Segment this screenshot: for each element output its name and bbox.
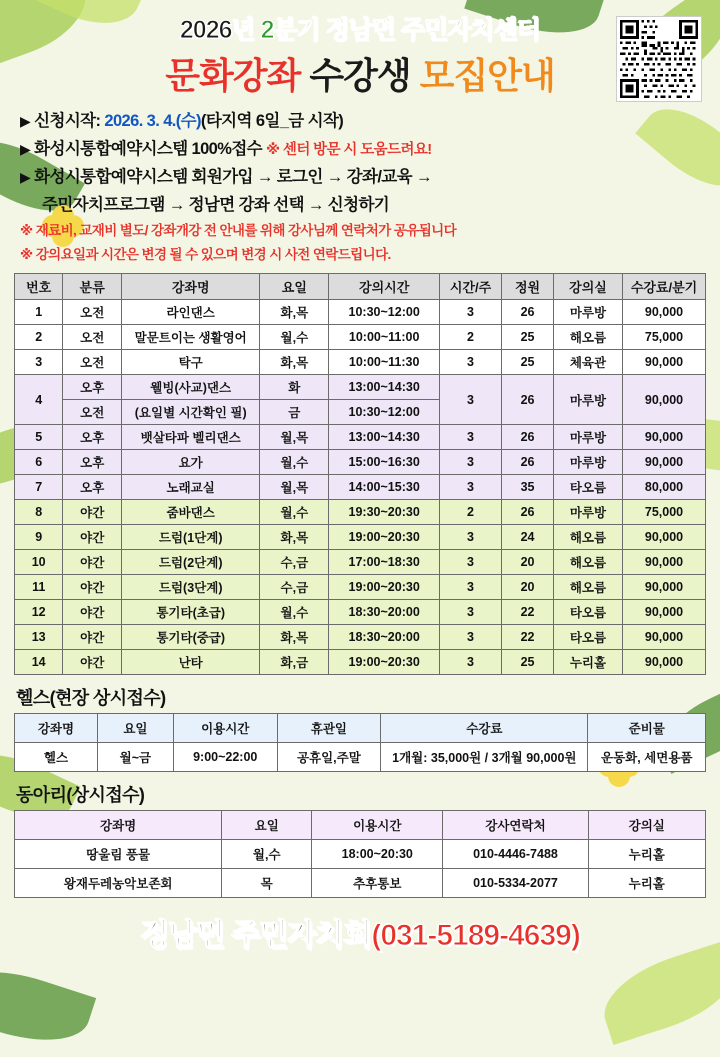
cell-capacity: 25 [502, 350, 554, 375]
cell-type: 야간 [63, 625, 122, 650]
cell-room: 타오름 [553, 600, 622, 625]
table-row [15, 450, 706, 475]
poster-header [14, 10, 706, 99]
cell-hours: 3 [439, 525, 501, 550]
notice-steps-1 [20, 163, 706, 187]
health-cell-name: 헬스 [15, 743, 98, 772]
club-cell-room: 누리홀 [588, 869, 705, 898]
table-row [15, 650, 706, 675]
cell-day: 월,수 [260, 450, 329, 475]
cell-room: 해오름 [553, 525, 622, 550]
health-col-fee: 수강료 [381, 714, 588, 743]
bullet-triangle-icon: ▶ [20, 141, 31, 157]
cell-day: 화 [260, 375, 329, 400]
cell-time: 13:00~14:30 [329, 375, 440, 400]
cell-time: 18:30~20:00 [329, 625, 440, 650]
cell-room: 타오름 [553, 625, 622, 650]
col-room: 강의실 [553, 274, 622, 300]
cell-type: 오후 [63, 475, 122, 500]
cell-hours: 3 [439, 600, 501, 625]
club-col-name: 강좌명 [15, 811, 222, 840]
notice-steps-text-2: 주민자치프로그램 → 정남면 강좌 선택 → 신청하기 [42, 196, 390, 214]
cell-no: 9 [15, 525, 63, 550]
health-col-closed: 휴관일 [277, 714, 381, 743]
cell-capacity: 24 [502, 525, 554, 550]
col-hours: 시간/주 [439, 274, 501, 300]
club-table [14, 810, 706, 898]
table-row [15, 325, 706, 350]
cell-day: 수,금 [260, 550, 329, 575]
footer-contact [14, 910, 706, 954]
club-cell-contact: 010-4446-7488 [443, 840, 588, 869]
cell-day: 화,금 [260, 650, 329, 675]
cell-time: 19:30~20:30 [329, 500, 440, 525]
cell-type: 오후 [63, 450, 122, 475]
notice-apply-start [20, 107, 706, 131]
cell-hours: 3 [439, 550, 501, 575]
club-section-title: 동아리(상시접수) [16, 785, 145, 805]
cell-time-2: 10:30~12:00 [329, 400, 440, 425]
club-cell-room: 누리홀 [588, 840, 705, 869]
cell-no: 5 [15, 425, 63, 450]
cell-hours: 3 [439, 625, 501, 650]
table-row [15, 575, 706, 600]
notice-apply-date: 2026. 3. 4.(수) [104, 112, 201, 130]
cell-day: 화,목 [260, 525, 329, 550]
cell-time: 14:00~15:30 [329, 475, 440, 500]
cell-capacity: 26 [502, 450, 554, 475]
bullet-triangle-icon: ▶ [20, 113, 31, 129]
cell-fee: 90,000 [623, 600, 706, 625]
health-col-items: 준비물 [588, 714, 706, 743]
cell-day: 월,수 [260, 500, 329, 525]
col-time: 강의시간 [329, 274, 440, 300]
col-name: 강좌명 [122, 274, 260, 300]
cell-no: 4 [15, 375, 63, 425]
cell-hours: 3 [439, 450, 501, 475]
cell-day: 월,목 [260, 475, 329, 500]
cell-hours: 3 [439, 475, 501, 500]
health-col-name: 강좌명 [15, 714, 98, 743]
cell-name: 통기타(초급) [122, 600, 260, 625]
qr-code-icon [616, 16, 702, 102]
cell-type: 야간 [63, 550, 122, 575]
cell-capacity: 20 [502, 575, 554, 600]
cell-no: 3 [15, 350, 63, 375]
cell-day-2: 금 [260, 400, 329, 425]
cell-room: 해오름 [553, 550, 622, 575]
cell-fee: 90,000 [623, 650, 706, 675]
table-row [15, 425, 706, 450]
cell-no: 10 [15, 550, 63, 575]
health-cell-hours: 9:00~22:00 [173, 743, 277, 772]
table-row [15, 375, 706, 400]
cell-type: 야간 [63, 525, 122, 550]
cell-type: 야간 [63, 575, 122, 600]
cell-day: 화,목 [260, 625, 329, 650]
cell-time: 10:00~11:30 [329, 350, 440, 375]
cell-type: 오전 [63, 300, 122, 325]
cell-name: 웰빙(사교)댄스 [122, 375, 260, 400]
table-row [15, 475, 706, 500]
cell-no: 14 [15, 650, 63, 675]
cell-capacity: 22 [502, 600, 554, 625]
club-header-row [15, 811, 706, 840]
club-cell-day: 월,수 [222, 840, 312, 869]
cell-time: 19:00~20:30 [329, 525, 440, 550]
cell-type: 오후 [63, 425, 122, 450]
health-cell-closed: 공휴일,주말 [277, 743, 381, 772]
cell-time: 10:00~11:00 [329, 325, 440, 350]
asterisk-icon: ※ [20, 247, 33, 262]
health-cell-day: 월~금 [97, 743, 173, 772]
notice-reservation-system [20, 135, 706, 159]
health-section-title: 헬스(현장 상시접수) [16, 688, 166, 708]
health-col-day: 요일 [97, 714, 173, 743]
cell-hours: 2 [439, 500, 501, 525]
cell-capacity: 20 [502, 550, 554, 575]
cell-capacity: 26 [502, 425, 554, 450]
notice-material-fee [20, 219, 706, 239]
cell-type: 야간 [63, 500, 122, 525]
health-cell-fee: 1개월: 35,000원 / 3개월 90,000원 [381, 743, 588, 772]
cell-capacity: 35 [502, 475, 554, 500]
col-capacity: 정원 [502, 274, 554, 300]
cell-fee: 90,000 [623, 300, 706, 325]
table-row [15, 550, 706, 575]
cell-room: 마루방 [553, 425, 622, 450]
cell-no: 7 [15, 475, 63, 500]
club-col-contact: 강사연락처 [443, 811, 588, 840]
club-cell-name: 땅울림 풍물 [15, 840, 222, 869]
header-line-1 [14, 10, 706, 46]
col-fee: 수강료/분기 [623, 274, 706, 300]
table-row [15, 840, 706, 869]
health-header-row [15, 714, 706, 743]
table-row [15, 869, 706, 898]
cell-capacity: 25 [502, 650, 554, 675]
cell-type-2: 오전 [63, 400, 122, 425]
cell-room: 체육관 [553, 350, 622, 375]
cell-room: 마루방 [553, 300, 622, 325]
cell-hours: 3 [439, 650, 501, 675]
cell-time: 19:00~20:30 [329, 650, 440, 675]
cell-hours: 3 [439, 375, 501, 425]
cell-no: 12 [15, 600, 63, 625]
table-row [15, 350, 706, 375]
cell-no: 6 [15, 450, 63, 475]
notice-system-text: 화성시통합예약시스템 100%접수 [34, 140, 263, 158]
cell-room: 해오름 [553, 575, 622, 600]
cell-room: 마루방 [553, 450, 622, 475]
header-title-recruit: 모집안내 [410, 55, 555, 96]
header-quarter: 2분기 [260, 16, 320, 44]
notice-visit-help: ※ 센터 방문 시 도움드려요! [266, 142, 432, 158]
col-no: 번호 [15, 274, 63, 300]
table-row [15, 500, 706, 525]
notice-block [14, 107, 706, 263]
course-table [14, 273, 706, 675]
cell-day: 월,목 [260, 425, 329, 450]
notice-schedule-text: 강의요일과 시간은 변경 될 수 있으며 변경 시 사전 연락드립니다. [35, 247, 391, 262]
cell-type: 오전 [63, 350, 122, 375]
cell-hours: 3 [439, 575, 501, 600]
health-cell-items: 운동화, 세면용품 [588, 743, 706, 772]
club-col-room: 강의실 [588, 811, 705, 840]
cell-hours: 2 [439, 325, 501, 350]
table-row [15, 743, 706, 772]
cell-no: 8 [15, 500, 63, 525]
cell-hours: 3 [439, 300, 501, 325]
cell-hours: 3 [439, 425, 501, 450]
cell-capacity: 26 [502, 300, 554, 325]
cell-time: 10:30~12:00 [329, 300, 440, 325]
cell-name: 드럼(3단계) [122, 575, 260, 600]
cell-day: 월,수 [260, 600, 329, 625]
cell-day: 수,금 [260, 575, 329, 600]
cell-capacity: 22 [502, 625, 554, 650]
header-center: 정남면 주민자치센터 [319, 16, 541, 44]
cell-name: 말문트이는 생활영어 [122, 325, 260, 350]
cell-time: 19:00~20:30 [329, 575, 440, 600]
cell-room: 타오름 [553, 475, 622, 500]
cell-name: 노래교실 [122, 475, 260, 500]
table-row [15, 625, 706, 650]
course-table-header-row [15, 274, 706, 300]
cell-time: 17:00~18:30 [329, 550, 440, 575]
notice-steps-2 [20, 191, 706, 215]
cell-capacity: 26 [502, 500, 554, 525]
footer-phone: (031-5189-4639) [371, 919, 580, 952]
health-table [14, 713, 706, 772]
club-cell-day: 목 [222, 869, 312, 898]
col-day: 요일 [260, 274, 329, 300]
cell-room: 마루방 [553, 500, 622, 525]
cell-time: 15:00~16:30 [329, 450, 440, 475]
cell-time: 18:30~20:00 [329, 600, 440, 625]
notice-apply-tail: (타지역 6일_금 시작) [200, 112, 344, 130]
cell-capacity: 26 [502, 375, 554, 425]
notice-schedule-change [20, 243, 706, 263]
cell-fee: 90,000 [623, 575, 706, 600]
cell-name: 난타 [122, 650, 260, 675]
asterisk-icon: ※ [20, 223, 33, 238]
bullet-triangle-icon: ▶ [20, 169, 31, 185]
cell-fee: 75,000 [623, 325, 706, 350]
footer-org-name: 정남면 주민자치회 [140, 919, 372, 952]
cell-hours: 3 [439, 350, 501, 375]
health-col-hours: 이용시간 [173, 714, 277, 743]
cell-fee: 90,000 [623, 625, 706, 650]
cell-room: 누리홀 [553, 650, 622, 675]
col-type: 분류 [63, 274, 122, 300]
cell-day: 월,수 [260, 325, 329, 350]
cell-room: 해오름 [553, 325, 622, 350]
cell-fee: 90,000 [623, 450, 706, 475]
club-col-day: 요일 [222, 811, 312, 840]
notice-material-text: 재료비, 교재비 별도/ 강좌개강 전 안내를 위해 강사님께 연락처가 공유됩니다 [35, 223, 457, 238]
cell-fee: 90,000 [623, 350, 706, 375]
cell-name: 줌바댄스 [122, 500, 260, 525]
table-row [15, 525, 706, 550]
cell-no: 1 [15, 300, 63, 325]
cell-name: 드럼(1단계) [122, 525, 260, 550]
cell-no: 11 [15, 575, 63, 600]
cell-name-note: (요일별 시간확인 필) [122, 400, 260, 425]
cell-time: 13:00~14:30 [329, 425, 440, 450]
cell-type: 오후 [63, 375, 122, 400]
header-title-student: 수강생 [300, 55, 411, 96]
cell-type: 오전 [63, 325, 122, 350]
cell-name: 탁구 [122, 350, 260, 375]
cell-fee: 75,000 [623, 500, 706, 525]
header-year: 2026년 [179, 16, 261, 44]
cell-type: 야간 [63, 600, 122, 625]
cell-no: 2 [15, 325, 63, 350]
table-row [15, 600, 706, 625]
cell-type: 야간 [63, 650, 122, 675]
notice-apply-label: 신청시작: [34, 112, 105, 130]
cell-fee: 90,000 [623, 375, 706, 425]
club-cell-contact: 010-5334-2077 [443, 869, 588, 898]
header-title-culture: 문화강좌 [165, 55, 301, 96]
club-col-hours: 이용시간 [312, 811, 443, 840]
header-line-2 [14, 48, 706, 99]
cell-fee: 90,000 [623, 525, 706, 550]
cell-no: 13 [15, 625, 63, 650]
cell-name: 뱃살타파 벨리댄스 [122, 425, 260, 450]
club-cell-hours: 추후통보 [312, 869, 443, 898]
cell-fee: 90,000 [623, 550, 706, 575]
cell-name: 드럼(2단계) [122, 550, 260, 575]
cell-name: 라인댄스 [122, 300, 260, 325]
cell-capacity: 25 [502, 325, 554, 350]
club-cell-hours: 18:00~20:30 [312, 840, 443, 869]
table-row [15, 300, 706, 325]
qr-code-svg [620, 20, 698, 98]
cell-name: 통기타(중급) [122, 625, 260, 650]
cell-name: 요가 [122, 450, 260, 475]
cell-day: 화,목 [260, 300, 329, 325]
cell-room: 마루방 [553, 375, 622, 425]
decor-leaf [0, 955, 96, 1057]
club-cell-name: 왕재두레농악보존회 [15, 869, 222, 898]
cell-fee: 80,000 [623, 475, 706, 500]
cell-fee: 90,000 [623, 425, 706, 450]
notice-steps-text-1: 화성시통합예약시스템 회원가입 → 로그인 → 강좌/교육 → [34, 168, 432, 186]
cell-day: 화,목 [260, 350, 329, 375]
